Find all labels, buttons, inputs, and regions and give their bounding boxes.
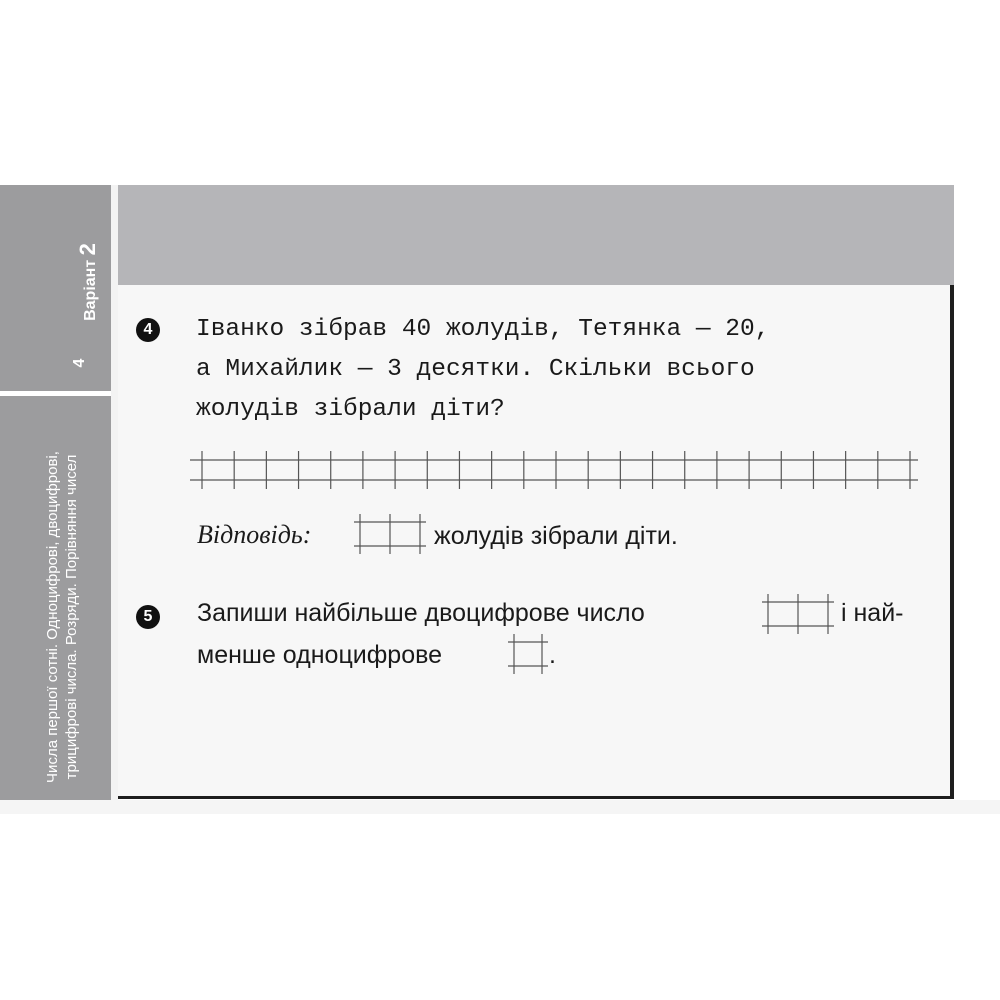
answer-input-cells[interactable] [354, 514, 426, 554]
task5-line1-tail: і най- [841, 599, 904, 627]
variant-label [75, 197, 99, 367]
task4-text [196, 310, 926, 430]
card-header-band [118, 185, 954, 285]
task5-line2-end: . [549, 641, 556, 669]
task-number-badge: 5 [136, 605, 160, 629]
task5-line2: менше одноцифрове [197, 641, 443, 669]
topic-caption: Числа першої сотні. Одноцифрові, двоцифрові, трицифрові числа. Розряди. Порівняння чисел [44, 451, 80, 783]
solution-grid[interactable] [190, 451, 918, 489]
answer-label: Відповідь: [197, 520, 312, 549]
one-digit-input-cell[interactable] [508, 634, 548, 674]
task5-line1: Запиши найбільше двоцифрове число [197, 599, 645, 627]
variant-number: 2 [75, 243, 100, 256]
variant-text: Варіант [82, 259, 99, 321]
card-bottom-border [118, 796, 954, 799]
bottom-band [0, 800, 1000, 814]
task4-line: жолудів зібрали діти? [196, 396, 505, 423]
answer-text: жолудів зібрали діти. [434, 522, 678, 550]
task4-line: Іванко зібрав 40 жолудів, Тетянка — 20, [196, 316, 770, 343]
task4-line: а Михайлик — 3 десятки. Скільки всього [196, 356, 755, 383]
task-number-badge: 4 [136, 318, 160, 342]
page-number: 4 [71, 358, 88, 368]
worksheet-card [118, 185, 954, 796]
card-right-border [950, 285, 954, 799]
sidebar-gap [111, 185, 118, 800]
two-digit-input-cells[interactable] [762, 594, 834, 634]
